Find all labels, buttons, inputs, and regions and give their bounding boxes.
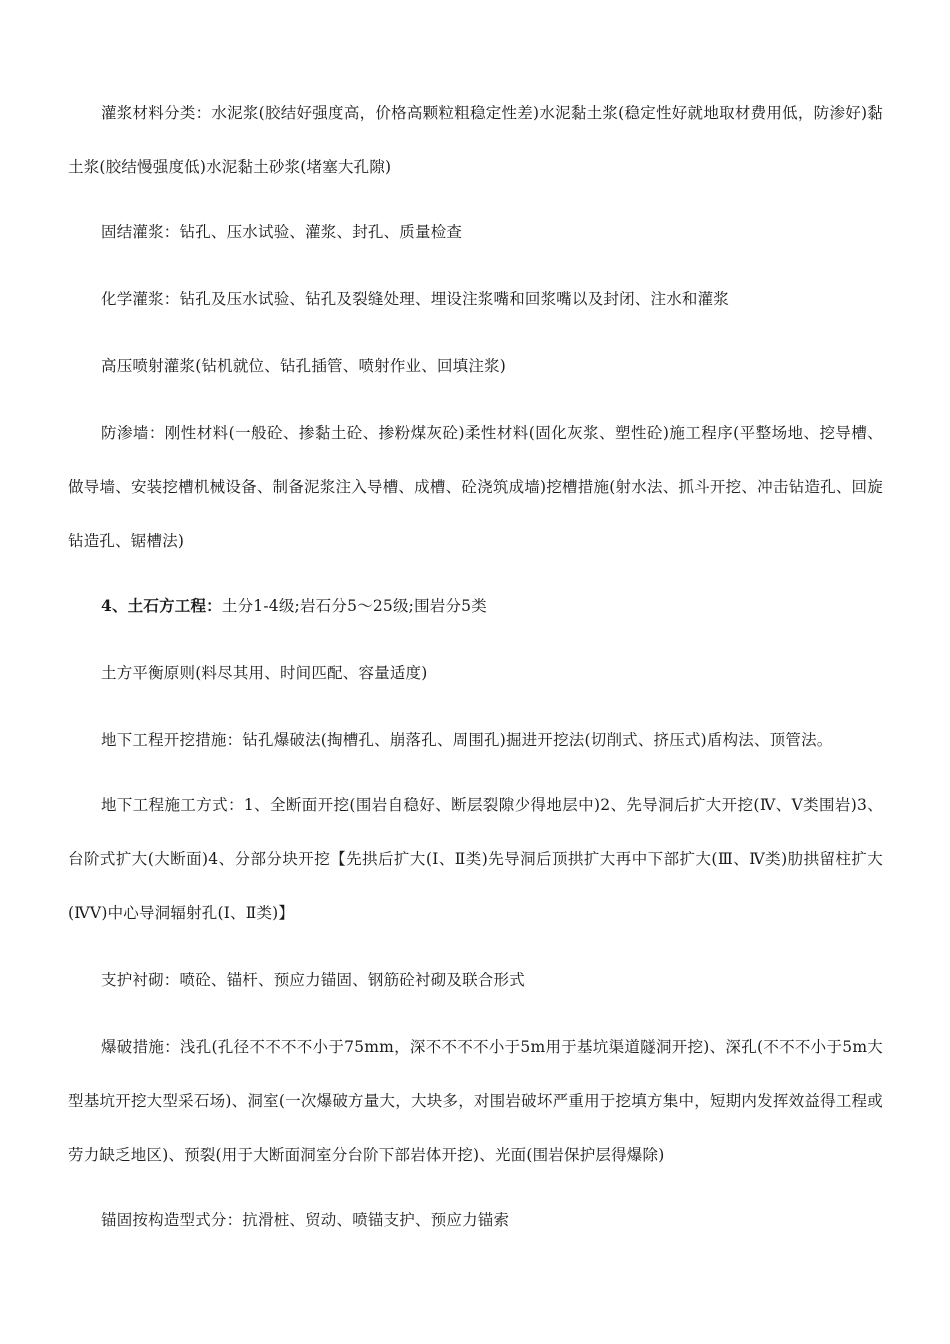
paragraph-text: 锚固按构造型式分：抗滑桩、贸动、喷锚支护、预应力锚索 [101, 1211, 510, 1229]
paragraph-text: 土分1-4级;岩石分5～25级;围岩分5类 [221, 597, 487, 615]
paragraph-jet-grouting [68, 339, 883, 393]
paragraph-text: 地下工程施工方式：1、全断面开挖(围岩自稳好、断层裂隙少得地层中)2、先导洞后扩大开挖(Ⅳ、Ⅴ类围岩)3、台阶式扩大(大断面)4、分部分块开挖【先拱后扩大(Ⅰ、Ⅱ类)先导洞后顶拱扩大再中下部扩大(Ⅲ、Ⅳ类)肋拱留柱扩大(ⅣⅤ)中心导洞辐射孔(Ⅰ、Ⅱ类)】 [68, 796, 883, 922]
paragraph-earthwork-heading [68, 579, 883, 633]
paragraph-underground-construction [68, 778, 883, 940]
paragraph-anchorage [68, 1193, 883, 1247]
paragraph-text: 化学灌浆：钻孔及压水试验、钻孔及裂缝处理、埋设注浆嘴和回浆嘴以及封闭、注水和灌浆 [101, 290, 730, 308]
paragraph-text: 地下工程开挖措施：钻孔爆破法(掏槽孔、崩落孔、周围孔)掘进开挖法(切削式、挤压式)盾构法、顶管法。 [101, 731, 833, 749]
paragraph-support-lining [68, 953, 883, 1007]
paragraph-text: 固结灌浆：钻孔、压水试验、灌浆、封孔、质量检查 [101, 223, 463, 241]
paragraph-chemical-grouting [68, 272, 883, 326]
paragraph-consolidation-grouting [68, 205, 883, 259]
section-heading: 4、土石方工程： [101, 596, 222, 615]
paragraph-underground-excavation [68, 713, 883, 767]
paragraph-earthwork-balance [68, 646, 883, 700]
paragraph-text: 土方平衡原则(料尽其用、时间匹配、容量适度) [101, 664, 428, 682]
paragraph-text: 支护衬砌：喷砼、锚杆、预应力锚固、钢筋砼衬砌及联合形式 [101, 971, 525, 989]
paragraph-text: 高压喷射灌浆(钻机就位、钻孔插管、喷射作业、回填注浆) [101, 357, 506, 375]
paragraph-grouting-materials [68, 86, 883, 194]
paragraph-cutoff-wall [68, 406, 883, 568]
paragraph-blasting [68, 1020, 883, 1182]
paragraph-text: 防渗墙：刚性材料(一般砼、掺黏土砼、掺粉煤灰砼)柔性材料(固化灰浆、塑性砼)施工程序(平整场地、挖导槽、做导墙、安装挖槽机械设备、制备泥浆注入导槽、成槽、砼浇筑成墙)挖槽措施(射水法、抓斗开挖、冲击钻造孔、回旋钻造孔、锯槽法) [68, 424, 883, 550]
paragraph-text: 爆破措施：浅孔(孔径不不不不小于75mm，深不不不不小于5m用于基坑渠道隧洞开挖)、深孔(不不不小于5m大型基坑开挖大型采石场)、洞室(一次爆破方量大，大块多，对围岩破坏严重用于挖填方集中，短期内发挥效益得工程或劳力缺乏地区)、预裂(用于大断面洞室分台阶下部岩体开挖)、光面(围岩保护层得爆除) [68, 1038, 883, 1164]
paragraph-text: 灌浆材料分类：水泥浆(胶结好强度高，价格高颗粒粗稳定性差)水泥黏土浆(稳定性好就地取材费用低，防渗好)黏土浆(胶结慢强度低)水泥黏土砂浆(堵塞大孔隙) [68, 104, 883, 176]
